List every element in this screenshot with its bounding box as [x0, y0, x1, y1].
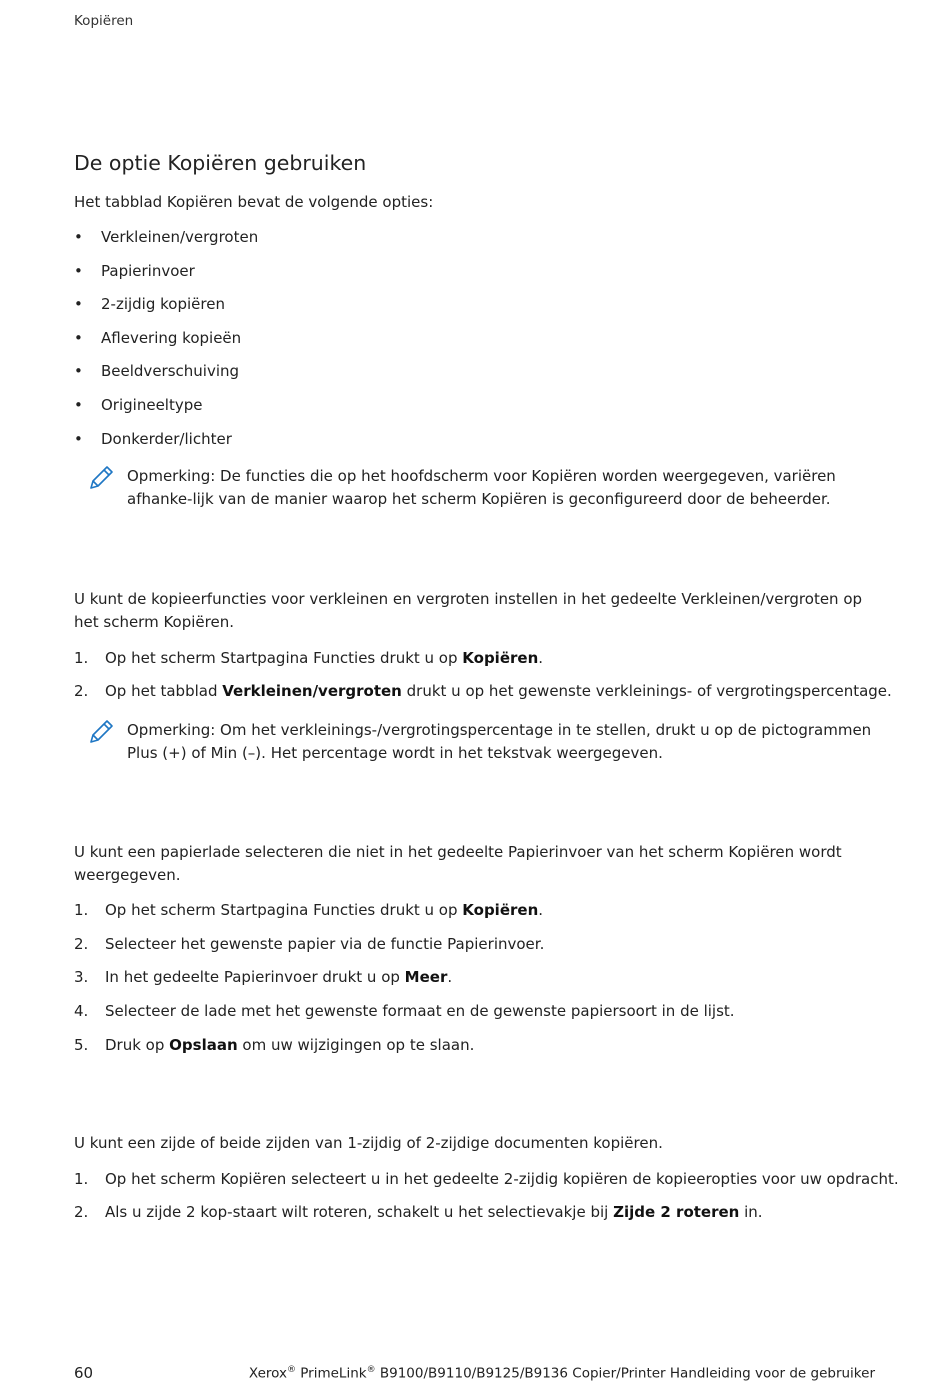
- pencil-icon: [88, 719, 114, 745]
- footer-title: Xerox® PrimeLink® B9100/B9110/B9125/B9136 Copier/Printer Handleiding voor de gebruiker: [248, 1365, 875, 1382]
- intro-text: Het tabblad Kopiëren bevat de volgende opties:: [74, 193, 434, 211]
- page-title: De optie Kopiëren gebruiken: [74, 151, 367, 175]
- note-text: Opmerking: Om het verkleinings-/vergrotingspercentage in te stellen, drukt u op de pictogrammen Plus (+) of Min (–). Het percentage wordt in het tekstvak weergegeven.: [127, 721, 872, 762]
- section-intro: U kunt een papierlade selecteren die niet in het gedeelte Papierinvoer van het scherm Kopiëren wordt weergegeven.: [74, 843, 842, 884]
- section-intro: U kunt de kopieerfuncties voor verkleinen en vergroten instellen in het gedeelte Verkleinen/vergroten op het scherm Kopiëren.: [74, 590, 863, 631]
- page-number: 60: [74, 1364, 94, 1382]
- section-intro: U kunt een zijde of beide zijden van 1-zijdig of 2-zijdige documenten kopiëren.: [74, 1134, 663, 1152]
- pencil-icon: [88, 465, 114, 491]
- running-header: Kopiëren: [74, 13, 134, 29]
- note-text: Opmerking: De functies die op het hoofdscherm voor Kopiëren worden weergegeven, variëren afhanke-lijk van de manier waarop het scherm Kopiëren is geconfigureerd door de beheerder.: [127, 467, 836, 508]
